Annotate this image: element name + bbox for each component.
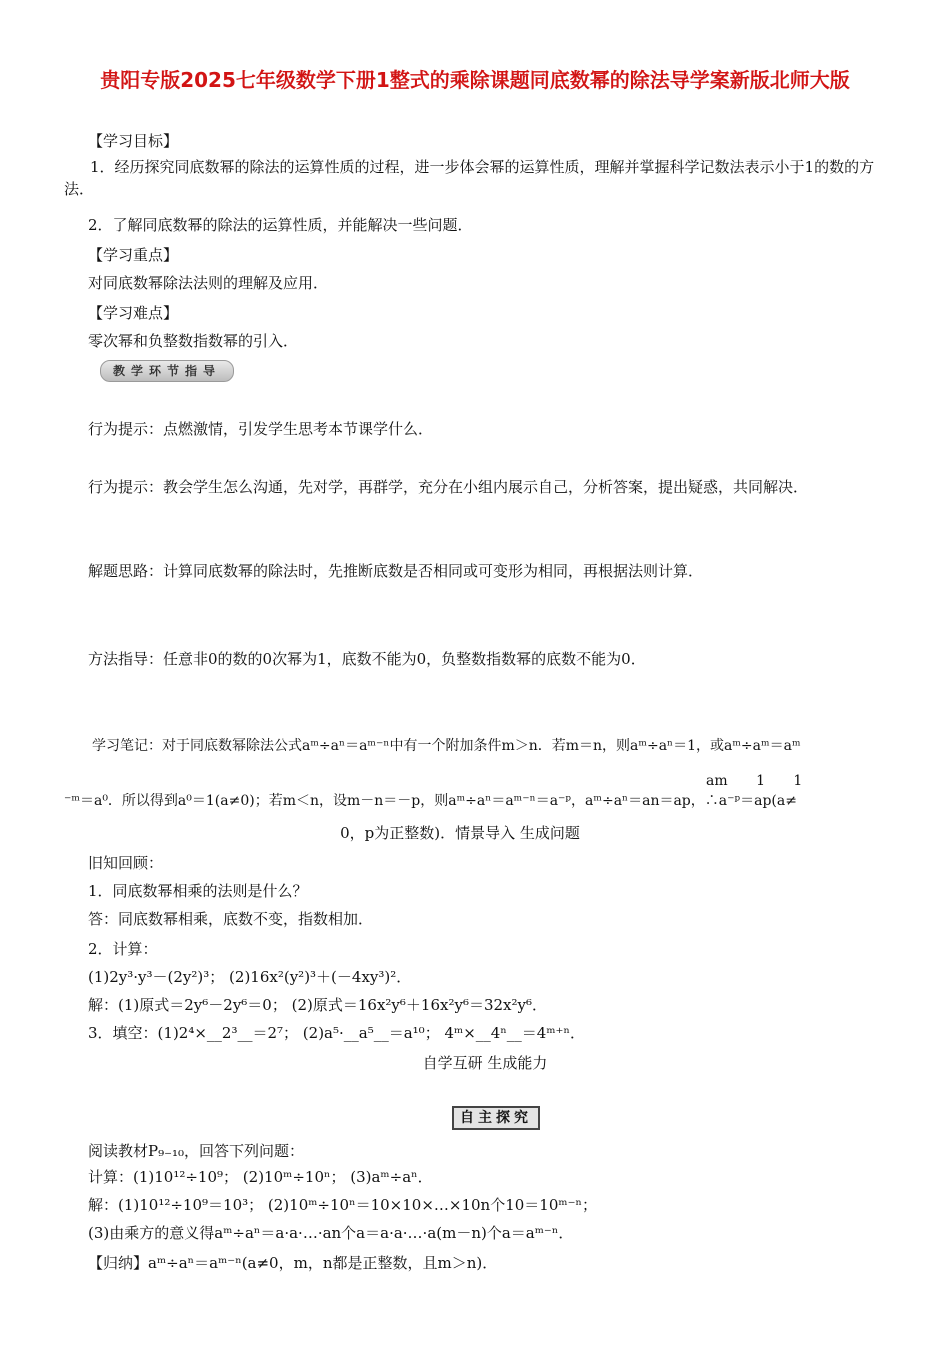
study-note-line-2: ⁻ᵐ＝a⁰．所以得到a⁰＝1(a≠0)；若m＜n，设m－n＝－p，则aᵐ÷aⁿ＝aᵐ⁻ⁿ＝a⁻ᵖ，aᵐ÷aⁿ＝an＝ap，∴a⁻ᵖ＝ap(a≠ xyxy=(64,793,797,809)
study-note-line-1: 学习笔记：对于同底数幂除法公式aᵐ÷aⁿ＝aᵐ⁻ⁿ中有一个附加条件m＞n．若m＝n，则aᵐ÷aⁿ＝1，或aᵐ÷aᵐ＝aᵐ xyxy=(92,738,801,754)
question-3: 3．填空：(1)2⁴×__2³__＝2⁷； (2)a⁵·__a⁵__＝a¹⁰； 4ᵐ×__4ⁿ__＝4ᵐ⁺ⁿ． xyxy=(88,1024,585,1042)
summary-rule: 【归纳】aᵐ÷aⁿ＝aᵐ⁻ⁿ(a≠0，m，n都是正整数，且m＞n)． xyxy=(88,1254,498,1272)
goals-header: 【学习目标】 xyxy=(88,132,179,150)
self-explore-badge: 自主探究 xyxy=(452,1106,540,1130)
difficulty-header: 【学习难点】 xyxy=(88,304,179,322)
reading-instruction: 阅读教材P₉₋₁₀，回答下列问题： xyxy=(88,1142,305,1160)
hint-4: 方法指导：任意非0的数的0次幂为1，底数不能为0，负整数指数幂的底数不能为0． xyxy=(88,650,646,668)
goal-1: 1．经历探究同底数幂的除法的运算性质的过程，进一步体会幂的运算性质，理解并掌握科学记数法表示小于1的数的方法． xyxy=(64,158,875,198)
calculation-task: 计算：(1)10¹²÷10⁹； (2)10ᵐ÷10ⁿ； (3)aᵐ÷aⁿ． xyxy=(88,1168,433,1186)
solution-line-1: 解：(1)10¹²÷10⁹＝10³； (2)10ᵐ÷10ⁿ＝10×10×…×10n个10＝10ᵐ⁻ⁿ； xyxy=(88,1196,597,1214)
difficulty-text: 零次幂和负整数指数幂的引入． xyxy=(88,332,299,350)
study-note-fraction-numerators: am 1 1 xyxy=(706,773,803,789)
question-2-items: (1)2y³·y³－(2y²)³； (2)16x²(y²)³＋(－4xy³)²． xyxy=(88,968,412,986)
teaching-guide-badge: 教学环节指导 xyxy=(100,360,234,382)
study-note-line-3: 0，p为正整数)．情景导入 生成问题 xyxy=(340,824,580,842)
key-text: 对同底数幂除法法则的理解及应用． xyxy=(88,274,329,292)
question-2: 2．计算： xyxy=(88,940,158,958)
hint-1: 行为提示：点燃激情，引发学生思考本节课学什么． xyxy=(88,420,434,438)
solution-line-2: (3)由乘方的意义得aᵐ÷aⁿ＝a·a·…·an个a＝a·a·…·a(m－n)个a＝aᵐ⁻ⁿ． xyxy=(88,1224,574,1242)
section-self-study-heading: 自学互研 生成能力 xyxy=(422,1054,548,1072)
review-header: 旧知回顾： xyxy=(88,854,164,872)
document-title: 贵阳专版2025七年级数学下册1整式的乘除课题同底数幂的除法导学案新版北师大版 xyxy=(100,68,850,92)
key-header: 【学习重点】 xyxy=(88,246,179,264)
answer-1: 答：同底数幂相乘，底数不变，指数相加． xyxy=(88,910,374,928)
question-1: 1．同底数幂相乘的法则是什么？ xyxy=(88,882,308,900)
goal-2: 2．了解同底数幂的除法的运算性质，并能解决一些问题． xyxy=(88,216,473,234)
hint-2: 行为提示：教会学生怎么沟通，先对学，再群学，充分在小组内展示自己，分析答案，提出疑惑，共同解决． xyxy=(88,478,809,496)
hint-3: 解题思路：计算同底数幂的除法时，先推断底数是否相同或可变形为相同，再根据法则计算． xyxy=(88,562,704,580)
question-2-solution: 解：(1)原式＝2y⁶－2y⁶＝0； (2)原式＝16x²y⁶＋16x²y⁶＝32x²y⁶． xyxy=(88,996,548,1014)
